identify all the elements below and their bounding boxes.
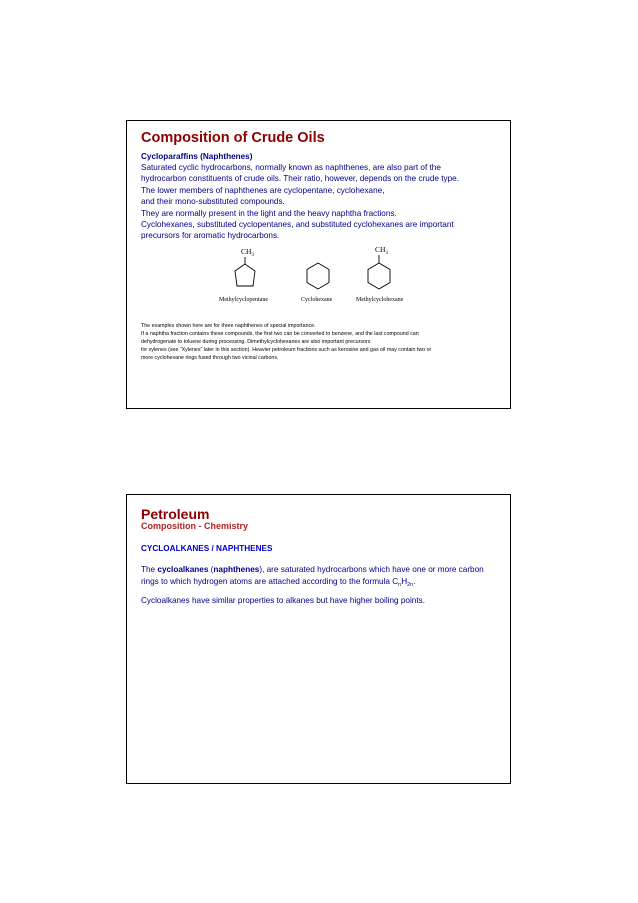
speaker-notes [141,322,431,362]
cyclohexane-structure [307,263,329,289]
slide-subtitle: Composition - Chemistry [141,521,249,531]
section-heading: CYCLOALKANES / NAPHTHENES [141,544,273,553]
notes-line: dehydrogenate to toluene during processing. Dimethylcyclohexanes are also important precursors [141,339,371,345]
slide-subtitle: Cycloparaffins (Naphthenes) [141,152,253,161]
body-line: precursors for aromatic hydrocarbons. [141,231,280,241]
slide-title: Petroleum [141,506,210,522]
notes-line: If a naphtha fraction contains these compounds, the first two can be converted to benzene, and the last compound can [141,331,419,337]
notes-line: for xylenes (see “Xylenes” later in this section). Heavier petroleum fractions such as kerosine and gas oil may contain two or [141,347,432,353]
term-naphthenes: naphthenes [213,565,260,574]
slide-title: Composition of Crude Oils [141,130,325,146]
definition-paragraph [141,564,484,588]
body-line: hydrocarbon constituents of crude oils. Their ratio, however, depends on the crude type. [141,174,459,184]
slide-petroleum-chemistry [126,494,511,784]
body-line: Saturated cyclic hydrocarbons, normally known as naphthenes, are also part of the [141,163,441,172]
methylcyclohexane-label: Methylcyclohexane [356,297,404,303]
body-paragraph [141,162,459,242]
cyclohexane-label: Cyclohexane [301,297,333,303]
notes-line: more cyclohexane rings fused through two vicinal carbons. [141,355,279,361]
properties-paragraph: Cycloalkanes have similar properties to alkanes but have higher boiling points. [141,596,425,605]
methylcyclopentane-label: Methylcyclopentane [219,297,268,303]
naphthene-structures-figure [213,244,413,308]
term-cycloalkanes: cycloalkanes [157,565,209,574]
body-line: The lower members of naphthenes are cyclopentane, cyclohexane, [141,185,385,195]
body-line: and their mono-substituted compounds. [141,197,285,207]
paragraph-line: The cycloalkanes (naphthenes), are saturated hydrocarbons which have one or more carbon [141,565,484,574]
body-line: Cyclohexanes, substituted cyclopentanes, and substituted cyclohexanes are important [141,220,454,230]
paragraph-line: rings to which hydrogen atoms are attached according to the formula $C_nH_{2n}$. [141,577,416,588]
slide-crude-oil-composition [126,120,511,409]
notes-line: The examples shown here are for three naphthenes of special importance. [141,323,316,329]
body-line: They are normally present in the light and the heavy naphtha fractions. [141,208,397,218]
methylcyclopentane-structure [235,247,255,286]
methylcyclohexane-structure [368,245,390,289]
substituent-label: $CH_3$ [375,245,388,256]
substituent-label: $CH_3$ [241,247,254,258]
